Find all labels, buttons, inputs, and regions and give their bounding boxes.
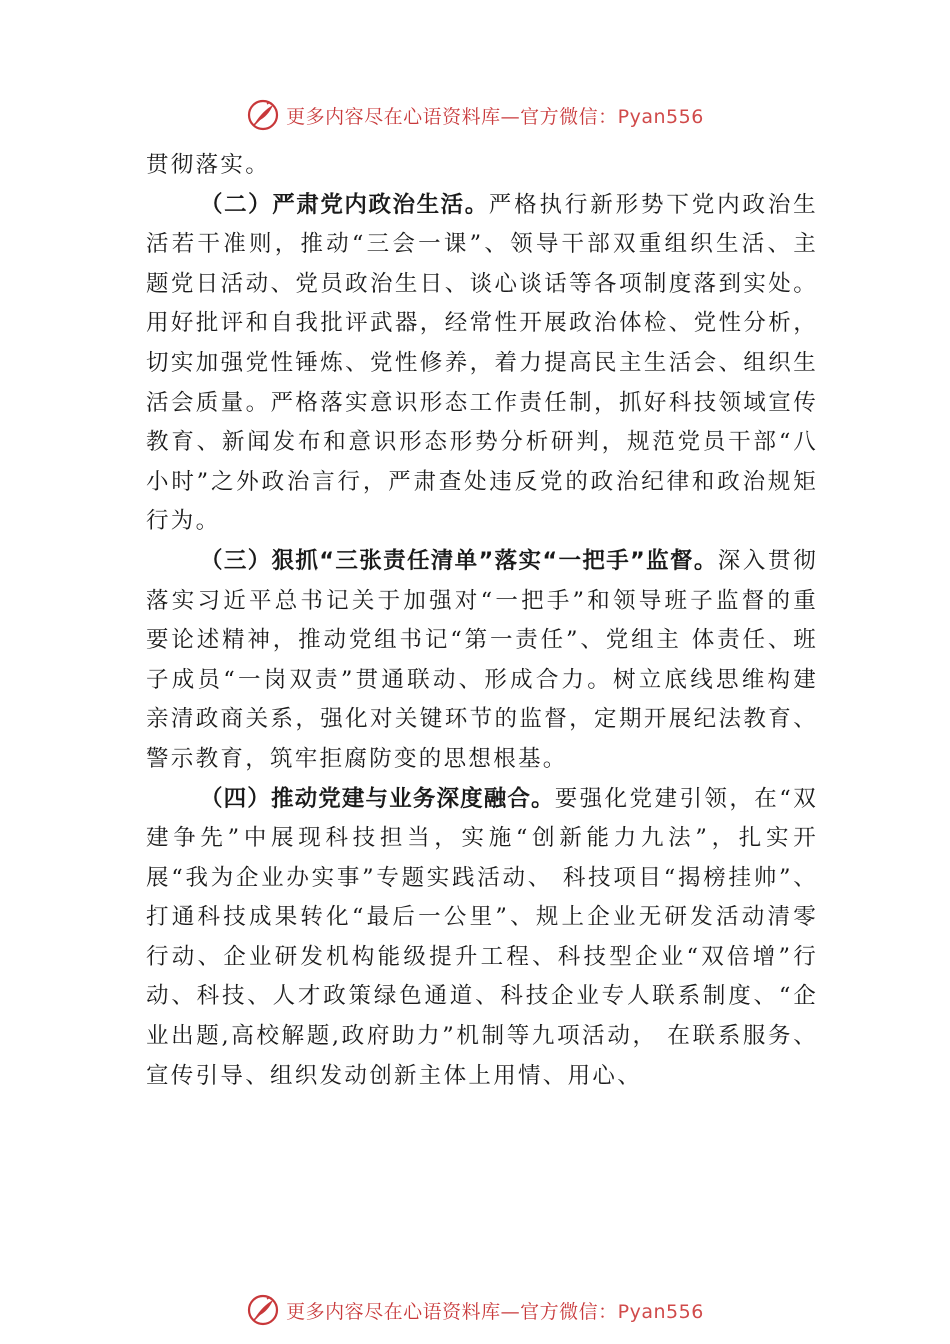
paragraph-section-3 [146,542,818,780]
paragraph-section-2 [146,186,818,542]
watermark-id: Pyan556 [617,105,704,128]
paragraph-section-4 [146,780,818,1097]
paragraph-body: 深入贯彻落实习近平总书记关于加强对“一把手”和领导班子监督的重要论述精神，推动党组书记“第一责任”、党组主 体责任、班子成员“一岗双责”贯通联动、形成合力。树立底线思维构建亲清政商关系，强化对关键环节的监督，定期开展纪法教育、警示教育，筑牢拒腐防变的思想根基。 [146,547,819,772]
watermark-text: 更多内容尽在心语资料库—官方微信：Pyan556 [286,105,704,128]
paragraph-body: 严格执行新形势下党内政治生活若干准则，推动“三会一课”、领导干部双重组织生活、主题党日活动、党员政治生日、谈心谈话等各项制度落到实处。用好批评和自我批评武器，经常性开展政治体检、党性分析，切实加强党性锤炼、党性修养，着力提高民主生活会、组织生活会质量。严格落实意识形态工作责任制，抓好科技领域宣传教育、新闻发布和意识形态形势分析研判，规范党员干部“八小时”之外政治言行，严肃查处违反党的政治纪律和政治规矩行为。 [146,191,818,535]
document-body [146,146,818,1096]
feather-logo-icon [246,1293,280,1327]
paragraph-body: 要强化党建引领，在“双建争先”中展现科技担当，实施“创新能力九法”，扎实开展“我为企业办实事”专题实践活动、 科技项目“揭榜挂帅”、打通科技成果转化“最后一公里”、规上企业无研发活动清零行动、企业研发机构能级提升工程、科技型企业“双倍增”行动、科技、人才政策绿色通道、科技企业专人联系制度、“企业出题,高校解题,政府助力”机制等九项活动， 在联系服务、宣传引导、组织发动创新主体上用情、用心、 [146,785,818,1089]
section-heading: （三）狠抓“三张责任清单”落实“一把手”监督。 [200,547,718,574]
watermark-text: 更多内容尽在心语资料库—官方微信：Pyan556 [286,1300,704,1323]
header-watermark [0,95,950,135]
section-heading: （四）推动党建与业务深度融合。 [200,785,555,812]
footer-watermark [0,1290,950,1330]
section-heading: （二）严肃党内政治生活。 [200,191,489,218]
feather-logo-icon [246,98,280,132]
paragraph-continuation [146,146,818,186]
paragraph-body: 贯彻落实。 [146,152,271,178]
watermark-id: Pyan556 [617,1300,704,1323]
